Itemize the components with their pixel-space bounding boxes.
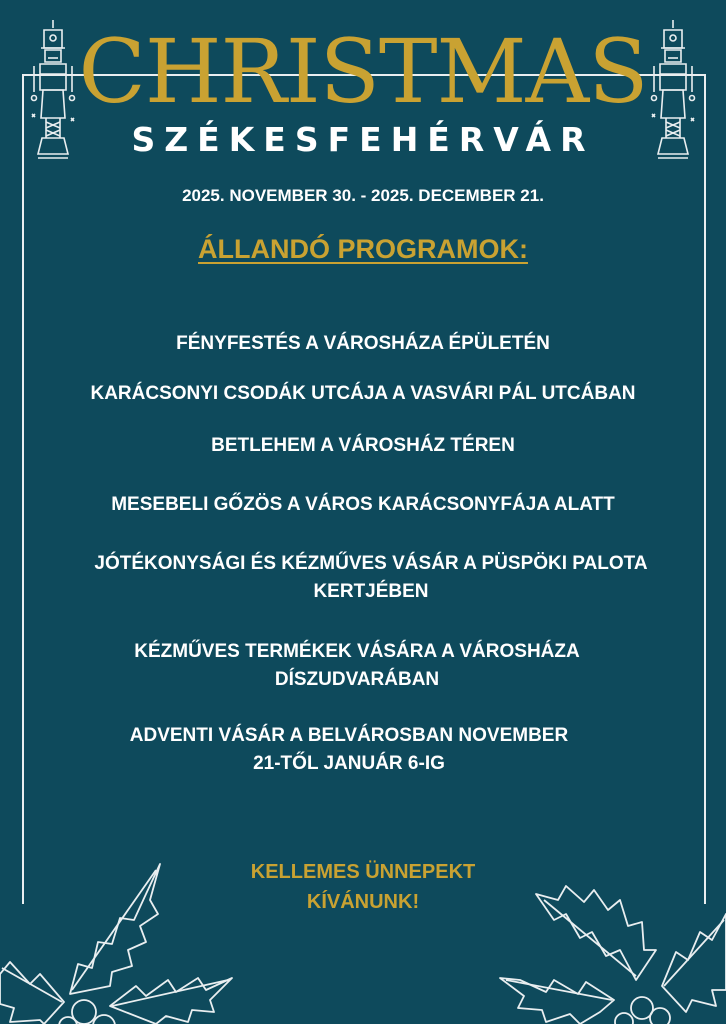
programs-heading: ÁLLANDÓ PROGRAMOK: [198, 234, 528, 264]
program-item: JÓTÉKONYSÁGI ÉS KÉZMŰVES VÁSÁR A PÜSPÖKI PALOTA KERTJÉBEN [94, 553, 648, 602]
program-item: MESEBELI GŐZÖS A VÁROS KARÁCSONYFÁJA ALATT [111, 494, 615, 515]
program-item: FÉNYFESTÉS A VÁROSHÁZA ÉPÜLETÉN [176, 333, 550, 354]
holly-icon [0, 844, 240, 1024]
closing-greeting: KELLEMES ÜNNEPEKT KÍVÁNUNK! [250, 861, 476, 913]
program-item: KARÁCSONYI CSODÁK UTCÁJA A VASVÁRI PÁL UTCÁBAN [90, 383, 636, 404]
program-item: BETLEHEM A VÁROSHÁZ TÉREN [211, 435, 515, 456]
program-item: KÉZMŰVES TERMÉKEK VÁSÁRA A VÁROSHÁZA DÍSZUDVARÁBAN [134, 641, 580, 690]
main-title: CHRISTMAS [78, 20, 648, 123]
city-title: SZÉKESFEHÉRVÁR [131, 120, 595, 159]
program-item: ADVENTI VÁSÁR A BELVÁROSBAN NOVEMBER 21-TŐL JANUÁR 6-IG [129, 725, 569, 774]
event-dates: 2025. NOVEMBER 30. - 2025. DECEMBER 21. [182, 186, 544, 205]
holly-icon [496, 840, 726, 1024]
